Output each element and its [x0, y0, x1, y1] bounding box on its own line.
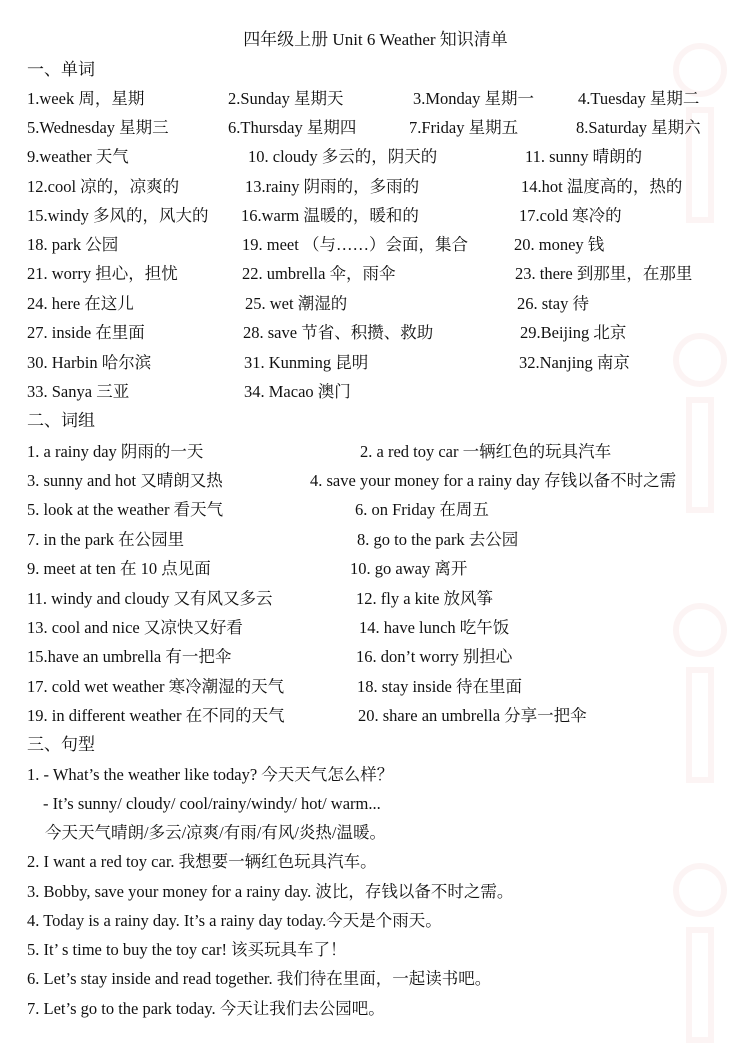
word-row	[0, 146, 751, 168]
sentence-line: 1. - What’s the weather like today? 今天天气怎么样？	[27, 765, 394, 784]
word-item: 14.hot 温度高的，热的	[521, 177, 683, 196]
phrase-item: 6. on Friday 在周五	[355, 500, 489, 519]
word-item: 13.rainy 阴雨的，多雨的	[245, 177, 420, 196]
phrase-item: 11. windy and cloudy 又有风又多云	[27, 589, 273, 608]
word-item: 34. Macao 澳门	[244, 382, 351, 401]
word-item: 23. there 到那里，在那里	[515, 264, 693, 283]
phrase-item: 19. in different weather 在不同的天气	[27, 706, 285, 725]
sentence-line: 3. Bobby, save your money for a rainy day. 波比，存钱以备不时之需。	[27, 882, 514, 901]
phrase-row	[0, 441, 751, 463]
word-row	[0, 117, 751, 139]
phrase-item: 18. stay inside 待在里面	[357, 677, 522, 696]
word-item: 12.cool 凉的，凉爽的	[27, 177, 180, 196]
word-item: 27. inside 在里面	[27, 323, 145, 342]
word-row	[0, 322, 751, 344]
word-item: 31. Kunming 昆明	[244, 353, 369, 372]
word-row	[0, 88, 751, 110]
phrase-item: 5. look at the weather 看天气	[27, 500, 224, 519]
word-item: 3.Monday 星期一	[413, 89, 534, 108]
phrase-item: 8. go to the park 去公园	[357, 530, 519, 549]
word-item: 5.Wednesday 星期三	[27, 118, 169, 137]
sentence-line: 2. I want a red toy car. 我想要一辆红色玩具汽车。	[27, 852, 377, 871]
word-item: 9.weather 天气	[27, 147, 129, 166]
section-heading-phrases: 二、词组	[27, 411, 95, 430]
word-item: 33. Sanya 三亚	[27, 382, 130, 401]
phrase-item: 13. cool and nice 又凉快又好看	[27, 618, 243, 637]
sentence-line: 今天天气晴朗/多云/凉爽/有雨/有风/炎热/温暖。	[45, 823, 387, 842]
word-item: 20. money 钱	[514, 235, 605, 254]
word-item: 11. sunny 晴朗的	[525, 147, 643, 166]
word-row	[0, 176, 751, 198]
section-heading-sentences: 三、句型	[27, 735, 95, 754]
phrase-item: 17. cold wet weather 寒冷潮湿的天气	[27, 677, 285, 696]
section-heading-words: 一、单词	[27, 60, 95, 79]
phrase-item: 2. a red toy car 一辆红色的玩具汽车	[360, 442, 612, 461]
word-item: 17.cold 寒冷的	[519, 206, 622, 225]
phrase-row	[0, 617, 751, 639]
phrase-item: 7. in the park 在公园里	[27, 530, 185, 549]
word-item: 26. stay 待	[517, 294, 589, 313]
word-item: 25. wet 潮湿的	[245, 294, 348, 313]
phrase-item: 14. have lunch 吃午饭	[359, 618, 510, 637]
word-item: 16.warm 温暖的，暖和的	[241, 206, 419, 225]
word-item: 19. meet （与……）会面，集合	[242, 235, 468, 254]
word-row	[0, 205, 751, 227]
phrase-item: 9. meet at ten 在 10 点见面	[27, 559, 211, 578]
phrase-item: 16. don’t worry 别担心	[356, 647, 513, 666]
word-row	[0, 381, 751, 403]
word-item: 4.Tuesday 星期二	[578, 89, 700, 108]
word-row	[0, 263, 751, 285]
phrase-row	[0, 499, 751, 521]
phrase-row	[0, 646, 751, 668]
phrase-item: 12. fly a kite 放风筝	[356, 589, 494, 608]
word-item: 10. cloudy 多云的，阴天的	[248, 147, 438, 166]
phrase-row	[0, 558, 751, 580]
phrase-row	[0, 470, 751, 492]
word-item: 29.Beijing 北京	[520, 323, 627, 342]
word-item: 7.Friday 星期五	[409, 118, 519, 137]
word-row	[0, 352, 751, 374]
phrase-item: 1. a rainy day 阴雨的一天	[27, 442, 204, 461]
word-row	[0, 293, 751, 315]
page-title: 四年级上册 Unit 6 Weather 知识清单	[243, 30, 508, 49]
sentence-line: - It’s sunny/ cloudy/ cool/rainy/windy/ hot/ warm...	[43, 794, 381, 813]
word-item: 24. here 在这儿	[27, 294, 134, 313]
phrase-row	[0, 529, 751, 551]
word-item: 15.windy 多风的，风大的	[27, 206, 209, 225]
word-item: 22. umbrella 伞，雨伞	[242, 264, 396, 283]
phrase-item: 20. share an umbrella 分享一把伞	[358, 706, 587, 725]
sentence-line: 4. Today is a rainy day. It’s a rainy day today.今天是个雨天。	[27, 911, 442, 930]
word-row	[0, 234, 751, 256]
word-item: 30. Harbin 哈尔滨	[27, 353, 152, 372]
watermark-logo-icon	[667, 860, 733, 1050]
word-item: 28. save 节省、积攒、救助	[243, 323, 434, 342]
phrase-item: 3. sunny and hot 又晴朗又热	[27, 471, 223, 490]
phrase-row	[0, 588, 751, 610]
word-item: 6.Thursday 星期四	[228, 118, 357, 137]
phrase-item: 15.have an umbrella 有一把伞	[27, 647, 232, 666]
word-item: 32.Nanjing 南京	[519, 353, 630, 372]
word-item: 1.week 周，星期	[27, 89, 145, 108]
sentence-line: 7. Let’s go to the park today. 今天让我们去公园吧。	[27, 999, 385, 1018]
phrase-row	[0, 705, 751, 727]
phrase-row	[0, 676, 751, 698]
sentence-line: 6. Let’s stay inside and read together. 我们待在里面，一起读书吧。	[27, 969, 492, 988]
word-item: 18. park 公园	[27, 235, 119, 254]
word-item: 21. worry 担心，担忧	[27, 264, 178, 283]
sentence-line: 5. It’ s time to buy the toy car! 该买玩具车了！	[27, 940, 347, 959]
phrase-item: 4. save your money for a rainy day 存钱以备不时之需	[310, 471, 677, 490]
phrase-item: 10. go away 离开	[350, 559, 468, 578]
word-item: 8.Saturday 星期六	[576, 118, 701, 137]
word-item: 2.Sunday 星期天	[228, 89, 344, 108]
